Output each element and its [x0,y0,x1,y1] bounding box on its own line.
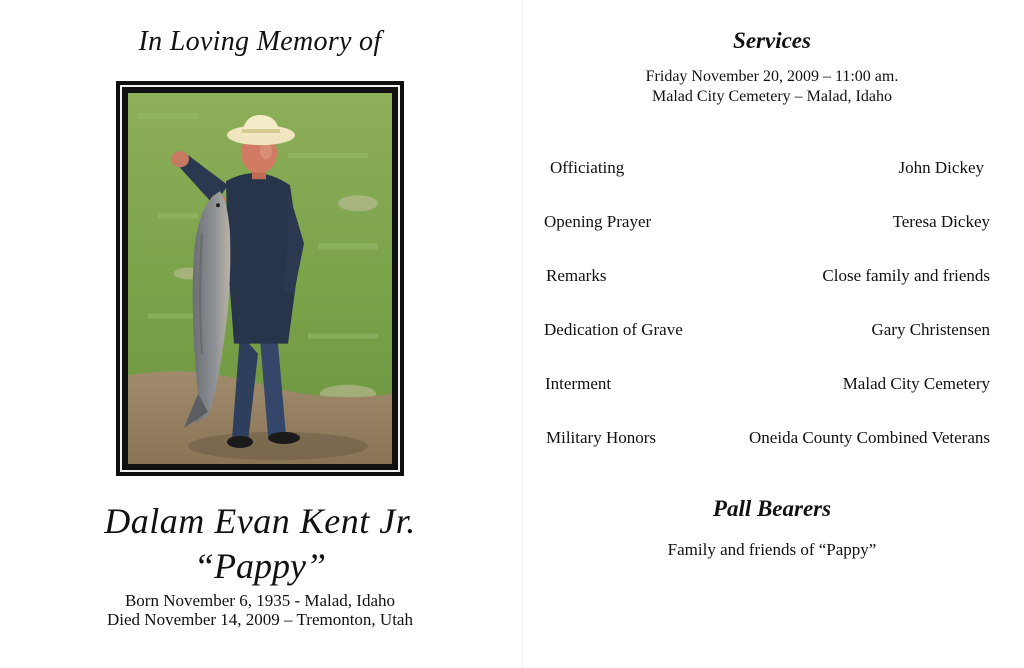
program-person-military-honors: Oneida County Combined Veterans [749,428,990,447]
program-person-remarks: Close family and friends [822,266,990,285]
program-person-opening-prayer: Teresa Dickey [892,212,990,231]
photo-illustration [128,93,392,464]
program-person-officiating: John Dickey [898,158,984,177]
program-role-opening-prayer: Opening Prayer [544,212,652,231]
program-role-officiating: Officiating [550,158,625,177]
pall-bearers-heading: Pall Bearers [712,496,832,521]
program-role-dedication: Dedication of Grave [544,320,683,339]
pall-bearers-text: Family and friends of “Pappy” [667,540,877,559]
service-location: Malad City Cemetery – Malad, Idaho [652,88,892,105]
right-panel [520,0,1024,668]
birth-info: Born November 6, 1935 - Malad, Idaho [124,591,396,610]
services-heading: Services [733,28,811,53]
program-role-military-honors: Military Honors [546,428,657,447]
program-role-interment: Interment [545,374,612,393]
program-person-interment: Malad City Cemetery [842,374,990,393]
program-role-remarks: Remarks [546,266,607,285]
program-person-dedication: Gary Christensen [871,320,990,339]
nickname: “Pappy” [193,546,326,586]
portrait-photo [128,93,392,464]
deceased-name: Dalam Evan Kent Jr. [104,501,416,541]
memory-heading: In Loving Memory of [138,26,382,57]
death-info: Died November 14, 2009 – Tremonton, Utah [107,610,413,629]
photo-frame [116,81,404,476]
service-date-time: Friday November 20, 2009 – 11:00 am. [645,68,899,85]
